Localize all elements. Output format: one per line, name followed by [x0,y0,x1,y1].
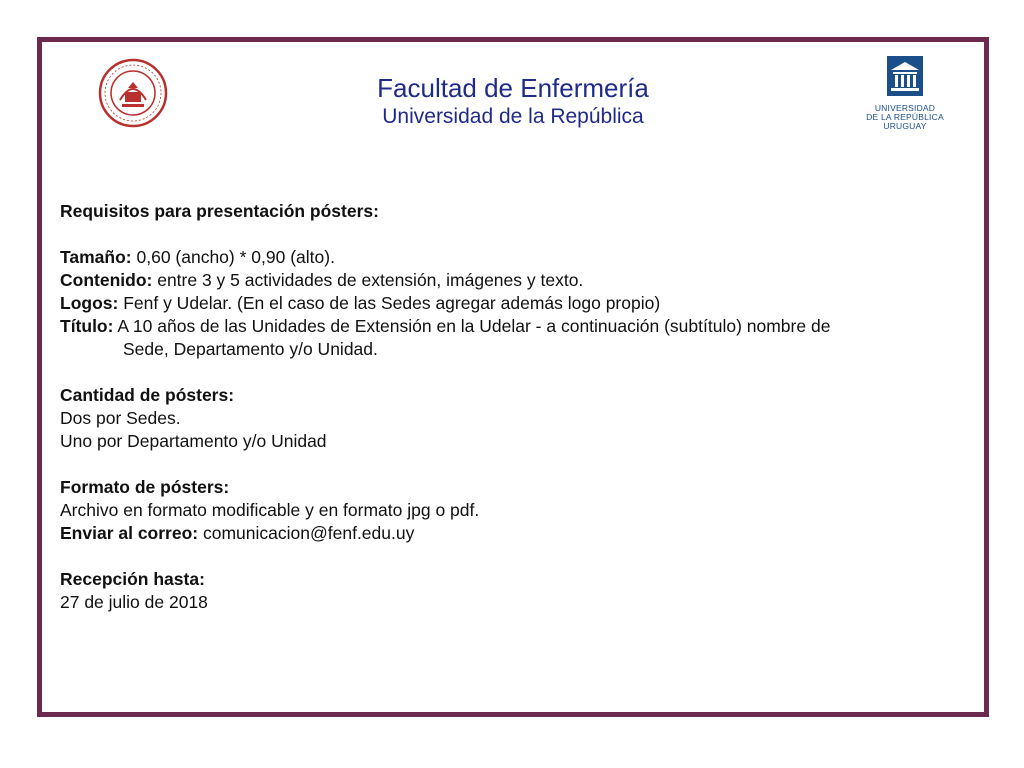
contenido-line [60,269,966,292]
titulo-line [60,315,966,338]
udelar-line3: URUGUAY [883,121,927,131]
cantidad-heading: Cantidad de pósters: [60,385,235,405]
content [60,200,966,614]
tamano-value: 0,60 (ancho) * 0,90 (alto). [131,247,335,267]
udelar-building-icon [887,56,923,96]
poster-frame [37,37,989,717]
correo-label: Enviar al correo: [60,523,199,543]
logos-line [60,292,966,315]
contenido-label: Contenido: [60,270,153,290]
requisitos-heading: Requisitos para presentación pósters: [60,201,379,221]
logos-value: Fenf y Udelar. (En el caso de las Sedes agregar además logo propio) [118,293,661,313]
cantidad-line2: Uno por Departamento y/o Unidad [60,431,327,451]
titulo-value: A 10 años de las Unidades de Extensión en la Udelar - a continuación (subtítulo) nombre de [113,316,831,336]
correo-line [60,522,966,545]
tamano-label: Tamaño: [60,247,132,267]
page-title: Facultad de Enfermería [377,73,649,103]
contenido-value: entre 3 y 5 actividades de extensión, imágenes y texto. [152,270,584,290]
formato-line1: Archivo en formato modificable y en formato jpg o pdf. [60,500,480,520]
udelar-logo [860,56,950,131]
titulo-line-2: Sede, Departamento y/o Unidad. [123,339,378,359]
header [42,72,984,130]
correo-value: comunicacion@fenf.edu.uy [198,523,415,543]
formato-heading: Formato de pósters: [60,477,230,497]
udelar-line1: UNIVERSIDAD [874,103,936,113]
cantidad-line1: Dos por Sedes. [60,408,181,428]
tamano-line [60,246,966,269]
page-subtitle: Universidad de la República [382,105,644,128]
udelar-line2: DE LA REPÚBLICA [866,112,944,122]
titulo-label: Título: [60,316,114,336]
logos-label: Logos: [60,293,119,313]
recepcion-heading: Recepción hasta: [60,569,205,589]
recepcion-date: 27 de julio de 2018 [60,592,208,612]
